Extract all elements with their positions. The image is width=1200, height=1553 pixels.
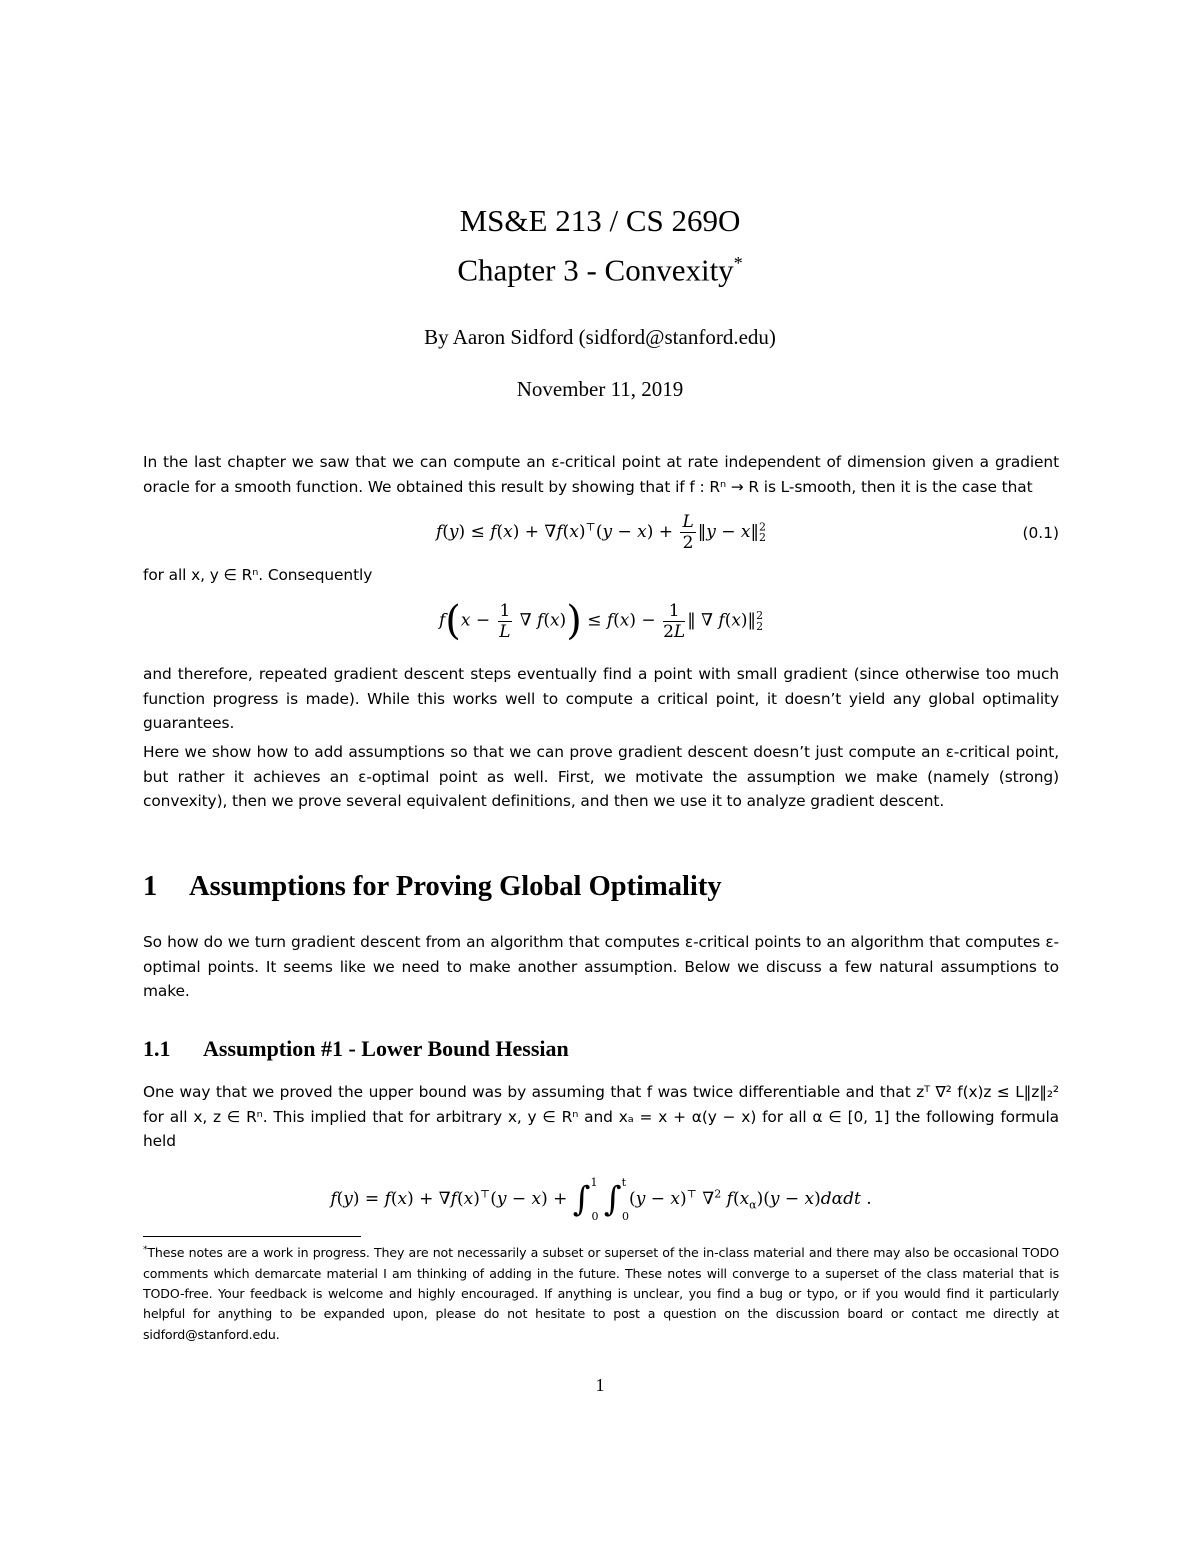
intro-paragraph-3-wrap xyxy=(143,740,1059,814)
section-number: 1 xyxy=(143,871,158,902)
section-title: Assumptions for Proving Global Optimality xyxy=(189,871,722,902)
equation-taylor-integral: f(y) = f(x) + ∇f(x)⊤(y − x) + ∫$^1_0$ ∫$^t_0$(y − x)⊤ ∇$^2$ $f(x_\alpha)(y - x)d\alpha dt$ . xyxy=(330,1176,872,1223)
subsection-1-1-heading xyxy=(143,1036,569,1062)
section-1-paragraph: So how do we turn gradient descent from an algorithm that computes ε-critical points to an algorithm that computes ε-optimal points. It seems like we need to make another assumption. Below we discuss a few natural assumptions to make. xyxy=(143,933,1059,1001)
equation-number: (0.1) xyxy=(1022,523,1059,542)
intro-paragraph-1: In the last chapter we saw that we can compute an ε-critical point at rate independent of dimension given a gradient oracle for a smooth function. We obtained this result by showing that if f : Rⁿ → R is L-smooth, then it is the case that xyxy=(143,453,1059,496)
subsection-1-1-paragraph: One way that we proved the upper bound was by assuming that f was twice differentiable and that zᵀ ∇² f(x)z ≤ L‖z‖₂² for all x, z ∈ Rⁿ. This implied that for arbitrary x, y ∈ Rⁿ and xₐ = x + α(y − x) for all α ∈ [0, 1] the following formula held xyxy=(143,1083,1059,1151)
equation-consequence: f(x − $\frac{1}{L}$ ∇ f(x)) ≤ f(x) − $\frac{1}{2L}$ ‖ ∇ f(x)‖$^2_2$ xyxy=(438,598,764,644)
author-line: By Aaron Sidford (sidford@stanford.edu) xyxy=(424,325,776,350)
course-title: MS&E 213 / CS 269O xyxy=(459,203,741,238)
chapter-title-text: Chapter 3 - Convexity xyxy=(457,252,734,288)
page-number: 1 xyxy=(595,1375,605,1395)
subsection-number: 1.1 xyxy=(143,1036,171,1061)
after-eq1-wrap xyxy=(143,563,1059,588)
after-eq1-text: for all x, y ∈ Rⁿ. Consequently xyxy=(143,566,373,584)
intro-paragraph-1-wrap xyxy=(143,450,1059,499)
subsection-title: Assumption #1 - Lower Bound Hessian xyxy=(203,1036,569,1061)
section-1-paragraph-wrap xyxy=(143,930,1059,1004)
fraction-l-over-2: $\frac{L}{2}$ xyxy=(682,512,694,553)
date-line: November 11, 2019 xyxy=(516,377,684,402)
footnote-rule xyxy=(143,1236,361,1237)
footnote-text: These notes are a work in progress. They are not necessarily a subset or superset of the in-class material and there may also be occasional TODO comments which demarcate material I am thinking of adding in the future. These notes will converge to a superset of the class material that is TODO-free. Your feedback is welcome and highly encouraged. If anything is unclear, you find a bug or typo, or if you would find it particularly helpful for anything to be expanded upon, please do not hesitate to post a question on the discussion board or contact me directly at sidford@stanford.edu. xyxy=(143,1245,1059,1342)
intro-paragraph-2-wrap xyxy=(143,662,1059,736)
section-1-heading xyxy=(143,871,722,903)
chapter-footnote-mark: * xyxy=(733,253,743,273)
intro-paragraph-2: and therefore, repeated gradient descent steps eventually find a point with small gradient (since otherwise too much function progress is made). While this works well to compute a critical point, it doesn’t yield any global optimality guarantees. xyxy=(143,665,1059,733)
footnote-mark: * xyxy=(143,1245,148,1255)
title-block xyxy=(0,200,1200,402)
subsection-1-1-paragraph-wrap xyxy=(143,1080,1059,1154)
intro-paragraph-3: Here we show how to add assumptions so that we can prove gradient descent doesn’t just compute an ε-critical point, but rather it achieves an ε-optimal point as well. First, we motivate the assumption we make (namely (strong) convexity), then we prove several equivalent definitions, and then we use it to analyze gradient descent. xyxy=(143,743,1059,811)
equation-0-1-lhs: f xyxy=(435,522,443,542)
equation-0-1: f(y) ≤ f(x) + ∇f(x)⊤(y − x) + $\frac{L}{2}$ ‖y − x‖$^2_2$ (0.1) xyxy=(435,512,1059,553)
chapter-title xyxy=(0,242,1200,291)
footnote xyxy=(143,1240,1059,1345)
